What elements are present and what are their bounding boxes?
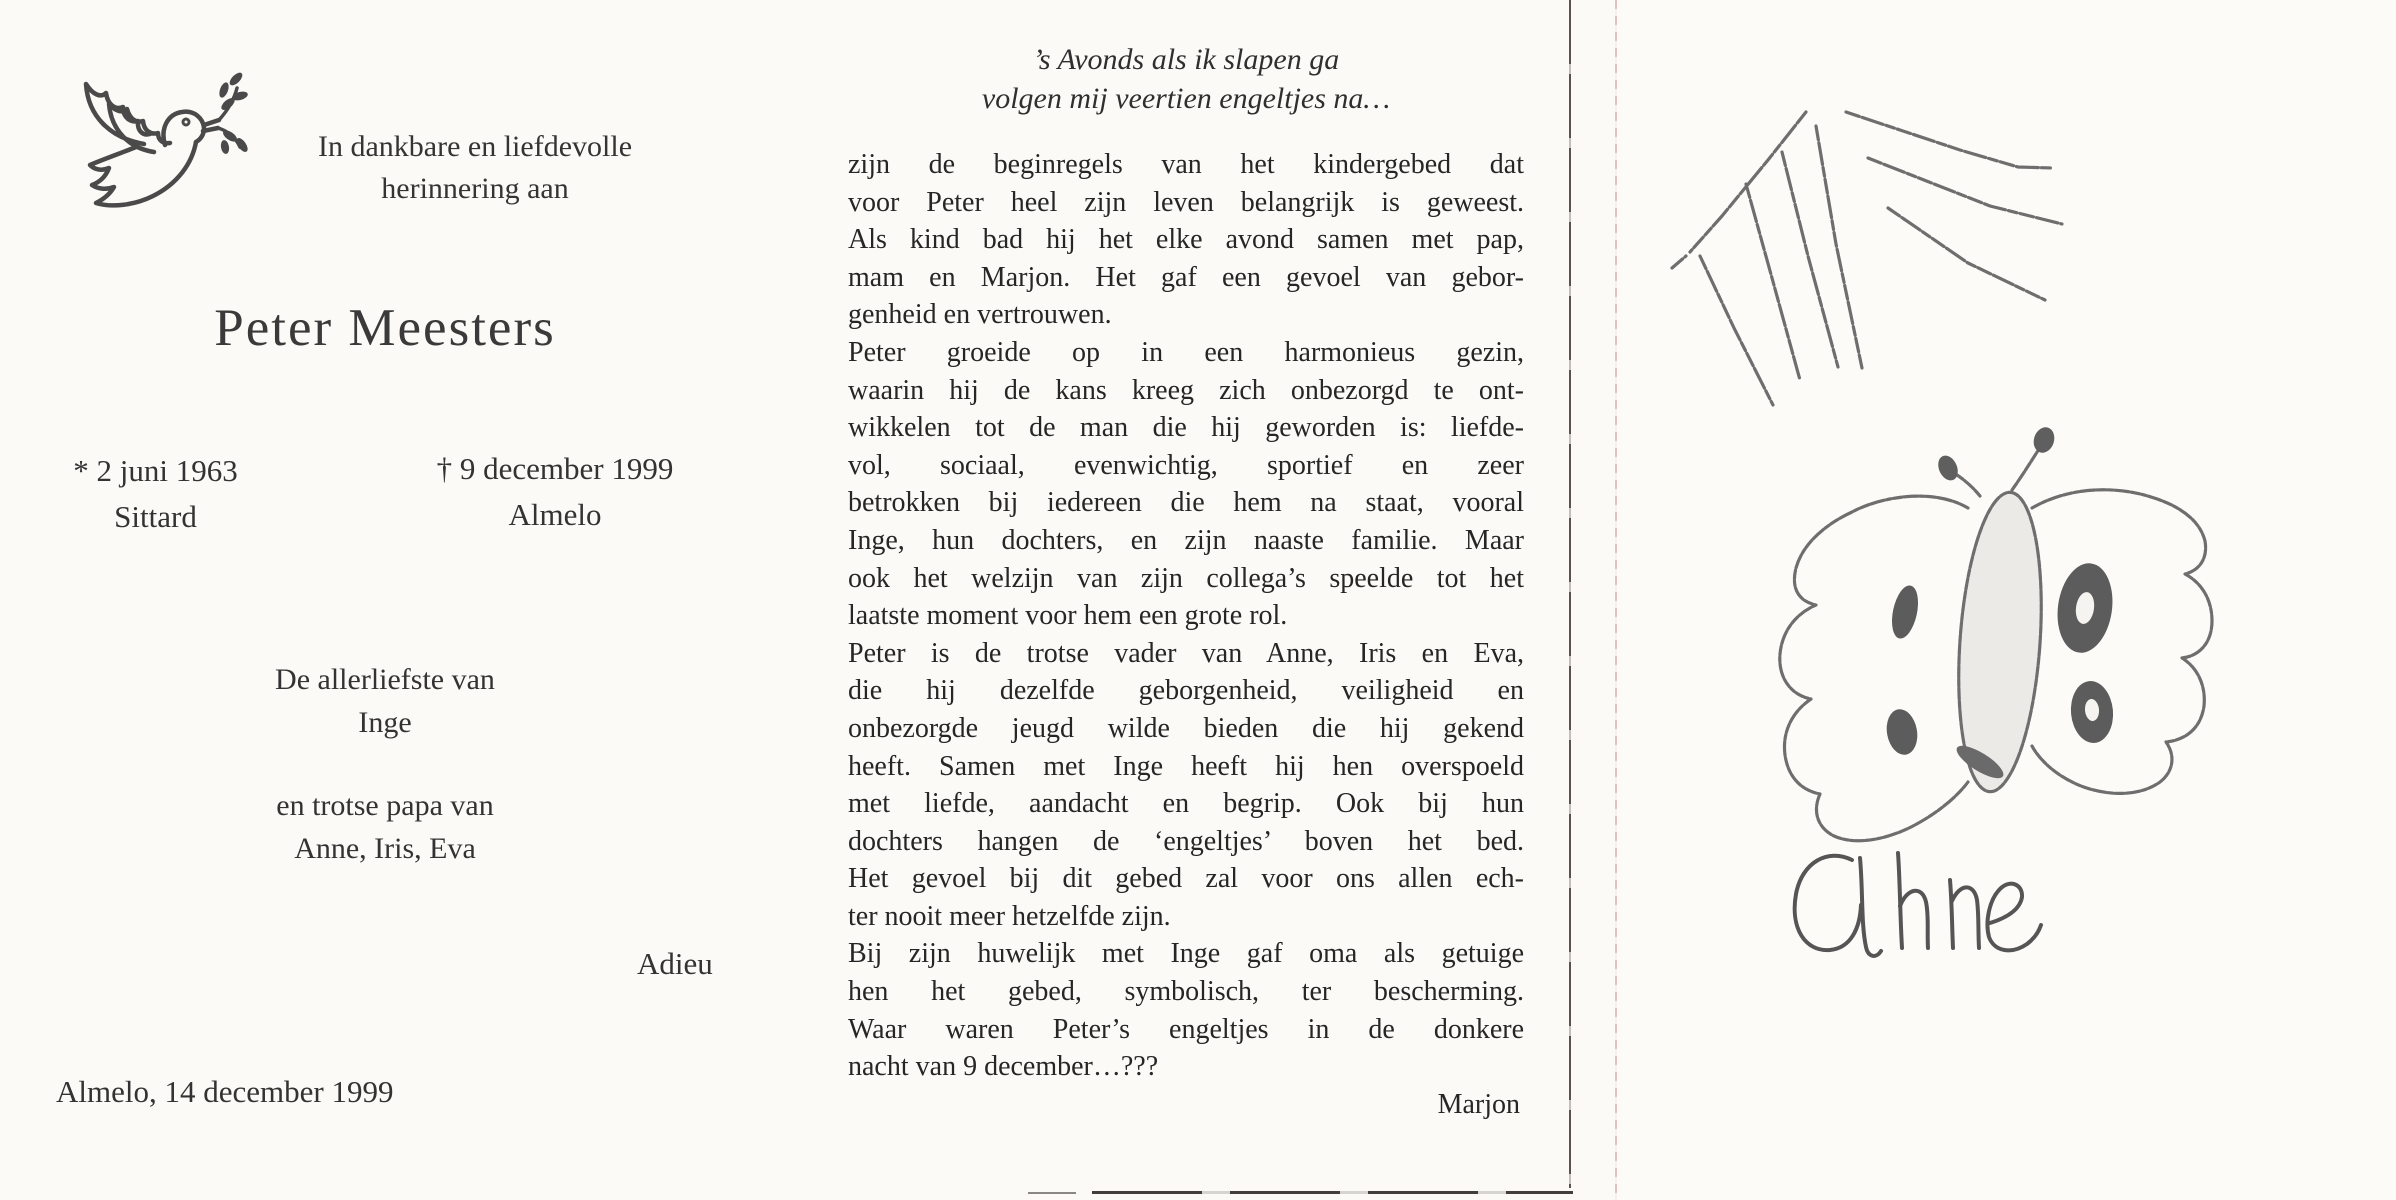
- author-signature: Marjon: [1437, 1088, 1520, 1120]
- epigraph: [848, 40, 1524, 118]
- body-line: ook het welzijn van zijn collega’s speelde tot het: [848, 562, 1524, 594]
- dearest-line2: Inge: [358, 706, 412, 739]
- body-line: laatste moment voor hem een grote rol.: [848, 600, 1288, 632]
- body-line: die hij dezelfde geborgenheid, veiligheid en: [848, 675, 1524, 707]
- birth-place: Sittard: [114, 499, 197, 534]
- body-line: mam en Marjon. Het gaf een gevoel van gebor-: [848, 261, 1524, 293]
- papa-line1: en trotse papa van: [276, 789, 494, 822]
- body-line: Bij zijn huwelijk met Inge gaf oma als getuige: [848, 938, 1524, 970]
- scanner-fold-line: [1615, 0, 1617, 1200]
- body-line: vol, sociaal, evenwichtig, sportief en zeer: [848, 449, 1524, 481]
- death-place: Almelo: [508, 497, 602, 532]
- body-line: Peter groeide op in een harmonieus gezin,: [848, 336, 1524, 368]
- deceased-name: Peter Meesters: [214, 299, 556, 357]
- body-line: Het gevoel bij dit gebed zal voor ons allen ech-: [848, 863, 1524, 895]
- birth-block: [38, 448, 273, 540]
- epigraph-line2: volgen mij veertien engeltjes na…: [981, 82, 1391, 115]
- body-line: onbezorgde jeugd wilde bieden die hij gekend: [848, 712, 1524, 744]
- sun-rays: [1672, 112, 2062, 405]
- body-line: hen het gebed, symbolisch, ter bescherming.: [848, 976, 1524, 1008]
- body-line: betrokken bij iedereen die hem na staat, vooral: [848, 487, 1524, 519]
- body-line: genheid en vertrouwen.: [848, 299, 1112, 331]
- body-line: zijn de beginregels van het kindergebed dat: [848, 149, 1524, 180]
- birth-date: * 2 juni 1963: [73, 453, 238, 488]
- farewell-text: Adieu: [637, 946, 713, 981]
- body-line: voor Peter heel zijn leven belangrijk is geweest.: [848, 186, 1524, 218]
- card-dateline: Almelo, 14 december 1999: [56, 1074, 394, 1109]
- body-line: met liefde, aandacht en begrip. Ook bij hun: [848, 788, 1524, 820]
- dedication-line1: In dankbare en liefdevolle: [317, 130, 633, 163]
- death-block: [405, 446, 705, 538]
- body-line: dochters hangen de ‘engeltjes’ boven het bed.: [848, 825, 1524, 857]
- memorial-text-body: [848, 146, 1524, 1123]
- death-date: † 9 december 1999: [436, 451, 674, 486]
- body-line: nacht van 9 december…???: [848, 1051, 1159, 1083]
- body-line: heeft. Samen met Inge heeft hij hen overspoeld: [848, 750, 1524, 782]
- body-line: Waar waren Peter’s engeltjes in de donkere: [848, 1013, 1524, 1045]
- child-drawing-sun-and-butterfly: [1630, 60, 2350, 1120]
- anne-signature: [1795, 853, 2041, 956]
- dearest-line1: De allerliefste van: [275, 663, 495, 696]
- epigraph-line1: ’s Avonds als ik slapen ga: [1032, 43, 1340, 76]
- card-bottom-edge-dash: [1028, 1192, 1076, 1194]
- body-line: Als kind bad hij het elke avond samen met pap,: [848, 224, 1524, 256]
- papa-line2: Anne, Iris, Eva: [294, 832, 476, 865]
- butterfly-drawing: [1780, 425, 2212, 841]
- dedication-text: [150, 126, 800, 210]
- body-line: wikkelen tot de man die hij geworden is: liefde-: [848, 412, 1524, 444]
- card-bottom-edge-line: [1092, 1191, 1573, 1194]
- body-line: waarin hij de kans kreeg zich onbezorgd te ont-: [848, 374, 1524, 406]
- body-line: Inge, hun dochters, en zijn naaste familie. Maar: [848, 524, 1524, 556]
- dearest-block: [120, 658, 650, 744]
- body-line: Peter is de trotse vader van Anne, Iris en Eva,: [848, 637, 1524, 669]
- papa-block: [120, 784, 650, 870]
- dedication-line2: herinnering aan: [381, 172, 569, 205]
- card-edge-line: [1569, 0, 1571, 1188]
- body-line: ter nooit meer hetzelfde zijn.: [848, 900, 1171, 932]
